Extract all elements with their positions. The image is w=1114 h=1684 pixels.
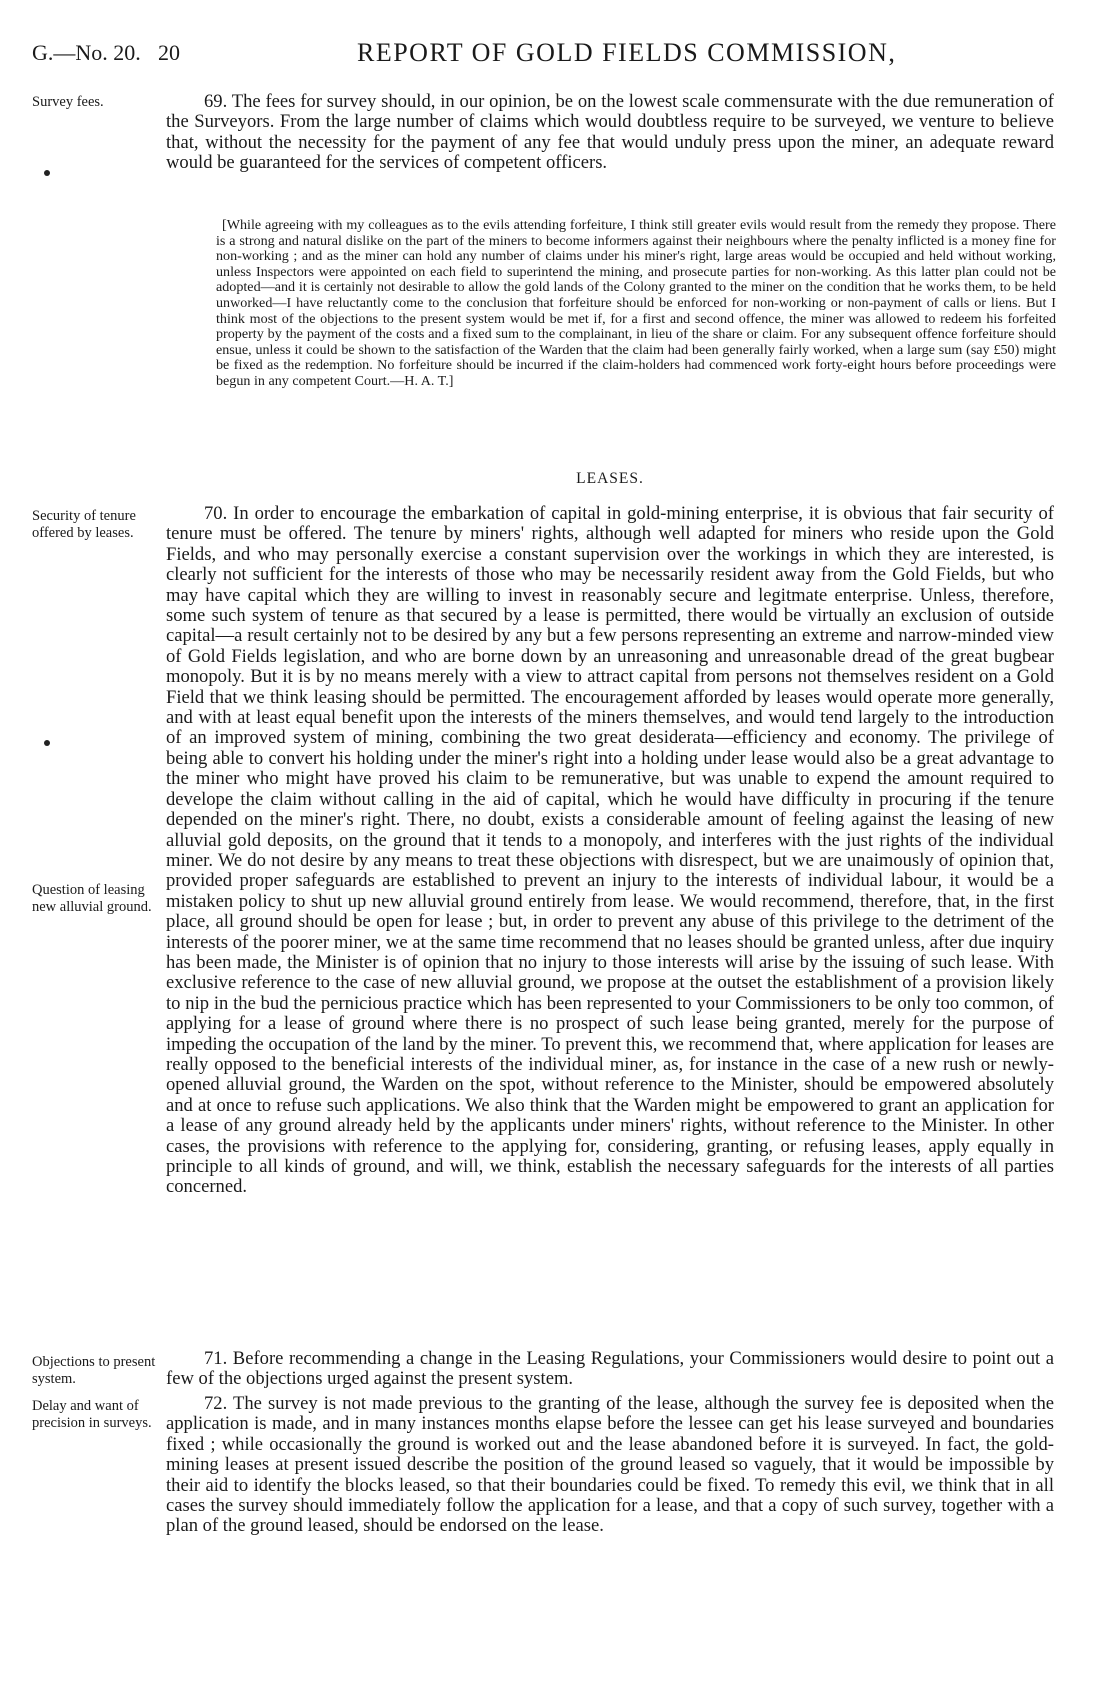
bullet-mark bbox=[44, 170, 50, 176]
margin-note-security-of-tenure: Security of tenure offered by leases. bbox=[32, 508, 136, 541]
margin-note-question-of-leasing: Question of leasing new alluvial ground. bbox=[32, 882, 152, 915]
bullet-mark bbox=[44, 740, 50, 746]
margin-note-delay: Delay and want of precision in surveys. bbox=[32, 1398, 152, 1431]
page-header bbox=[32, 36, 1074, 76]
paragraph-70 bbox=[166, 504, 1054, 1198]
document-reference: G.—No. 20. bbox=[32, 40, 141, 65]
page-title: REPORT OF GOLD FIELDS COMMISSION, bbox=[357, 38, 897, 67]
paragraph-70-text: 70. In order to encourage the embarkation of capital in gold-mining enterprise, it is obvious that fair security of tenure must be offered. The tenure by miners' rights, although well adapted for miners who reside upon the Gold Fields, and who may personally exercise a constant supervision over the workings in which they are interested, is clearly not sufficient for the interests of those who may be necessarily resident away from the Gold Fields, but who may have capital which they are willing to invest in reasonably secure and legitmate enterprise. Unless, therefore, some such system of tenure as that secured by a lease is permitted, there would be virtually an exclusion of outside capital—a result certainly not to be desired by any but a few persons representing an extreme and narrow-minded view of Gold Fields legislation, and who are borne down by an unreasoning and unreasonable dread of the great bugbear monopoly. But it is by no means merely with a view to attract capital from persons not themselves resident on a Gold Field that we think leasing should be permitted. The encouragement afforded by leases would operate more generally, and with at least equal benefit upon the interests of the miners themselves, and would tend largely to the introduction of an improved system of mining, combining the two great desiderata—efficiency and economy. The privilege of being able to convert his holding under the miner's right into a holding under lease would also be a great advantage to the miner who might have proved his claim to be remunerative, but was unable to expend the amount required to develope the claim without calling in the aid of capital, which he would have difficulty in procuring if the tenure depended on the miner's right. There, no doubt, exists a considerable amount of feeling against the leasing of new alluvial gold deposits, on the ground that it tends to a monopoly, and interferes with the just rights of the individual miner. We do not desire by any means to treat these objections with disrespect, but we are unaimously of opinion that, provided proper safeguards are established to prevent an injury to the interests of individual labour, it would be a mistaken policy to shut up new alluvial ground entirely from lease. We would recommend, therefore, that, in the first place, all ground should be open for lease ; but, in order to prevent any abuse of this privilege to the detriment of the interests of the poorer miner, we at the same time recommend that no leases should be granted unless, after due inquiry has been made, the Minister is of opinion that no injury to those interests will arise by the issuing of such lease. With exclusive reference to the case of new alluvial ground, we propose at the outset the establishment of a provision likely to nip in the bud the pernicious practice which has been represented to your Commissioners to be only too common, of applying for a lease of ground where there is no prospect of such lease being granted, merely for the purpose of impeding the occupation of the land by the miner. To prevent this, we recommend that, where application for leases are really opposed to the beneficial interests of the individual miner, as, for instance in the case of a new rush or newly-opened alluvial ground, the Warden on the spot, without reference to the Minister, should be empowered absolutely and at once to refuse such applications. We also think that the Warden might be empowered to grant an application for a lease of any ground already held by the applicants under miners' rights, without reference to the Minister. In other cases, the provisions with reference to the applying for, considering, granting, or refusing leases, apply equally in principle to all kinds of ground, and will, we think, establish the necessary safeguards for the interests of all parties concerned. bbox=[166, 503, 1054, 1198]
paragraph-71 bbox=[166, 1349, 1054, 1390]
paragraph-72-text: 72. The survey is not made previous to the granting of the lease, although the survey fee is deposited when the application is made, and in many instances months elapse before the lessee can get his lease surveyed and boundaries fixed ; while occasionally the ground is worked out and the lease abandoned before it is surveyed. In fact, the gold-mining leases at present issued describe the position of the ground leased so vaguely, that it would be impossible by their aid to identify the blocks leased, so that their boundaries could be fixed. To remedy this evil, we think that in all cases the survey should immediately follow the application for a lease, and that a copy of such survey, together with a plan of the ground leased, should be endorsed on the lease. bbox=[166, 1393, 1054, 1537]
paragraph-69 bbox=[166, 92, 1054, 174]
margin-note-survey-fees: Survey fees. bbox=[32, 94, 104, 110]
paragraph-71-text: 71. Before recommending a change in the Leasing Regulations, your Commissioners would desire to point out a few of the objections urged against the present system. bbox=[166, 1348, 1054, 1390]
page-number: 20 bbox=[158, 40, 180, 65]
margin-note-objections: Objections to present system. bbox=[32, 1354, 156, 1387]
paragraph-69-text: 69. The fees for survey should, in our opinion, be on the lowest scale commensurate with the due remuneration of the Surveyors. From the large number of claims which would doubtless require to be surveyed, we venture to believe that, without the necessity for the payment of any fee that would unduly press upon the miner, an adequate reward would be guaranteed for the services of competent officers. bbox=[166, 91, 1054, 174]
section-heading-leases: LEASES. bbox=[576, 470, 644, 487]
paragraph-72 bbox=[166, 1394, 1054, 1537]
dissent-note: [While agreeing with my colleagues as to the evils attending forfeiture, I think still greater evils would result from the remedy they propose. There is a strong and natural dislike on the part of the miners to become informers against their neighbours where the penalty inflicted is a money fine for non-working ; and as the miner can hold any number of claims under his miner's right, large areas would be occupied and held without working, unless Inspectors were appointed on each field to superintend the mining, and prosecute parties for non-working. As this latter plan could not be adopted—and it is certainly not desirable to allow the gold lands of the Colony granted to the miner on the condition that he works them, to be held unworked—I have reluctantly come to the conclusion that forfeiture should be enforced for non-working or non-payment of calls or liens. But I think most of the objections to the present system would be met if, for a first and second offence, the miner was allowed to redeem his forfeited property by the payment of the costs and a fixed sum to the complainant, in lieu of the share or claim. For any subsequent offence forfeiture should ensue, unless it could be shown to the satisfaction of the Warden that the claim had been generally fairly worked, when a large sum (say £50) might be fixed as the redemption. No forfeiture should be incurred if the claim-holders had commenced work forty-eight hours before proceedings were begun in any competent Court.—H. A. T.] bbox=[216, 217, 1056, 389]
